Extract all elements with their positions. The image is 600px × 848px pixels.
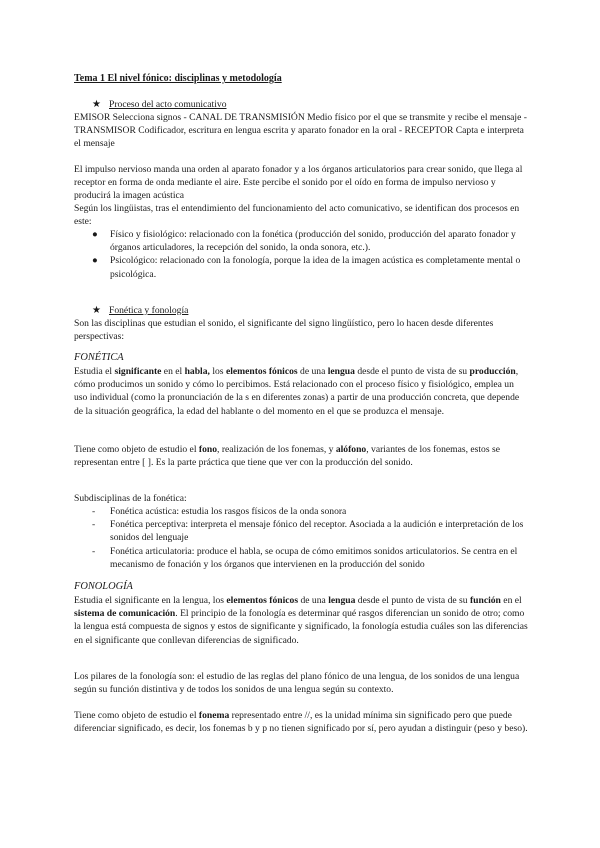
star-bullet-icon: ★: [92, 305, 101, 316]
list-item-text: Psicológico: relacionado con la fonología, porque la idea de la imagen acústica es completamente mental o psicológica.: [110, 255, 521, 280]
list-item-text: Fonética acústica: estudia los rasgos físicos de la onda sonora: [110, 506, 347, 517]
list-item: [74, 505, 530, 518]
document-title: Tema 1 El nivel fónico: disciplinas y metodología: [74, 73, 282, 84]
section-heading-text: Proceso del acto comunicativo: [109, 99, 227, 110]
paragraph-fonetica-objeto: Tiene como objeto de estudio el fono, realización de los fonemas, y alófono, variantes de los fonemas, estos se representan entre [ ]. Es la parte práctica que tiene que ver con la producción del sonido.: [74, 444, 500, 469]
paragraph-impulso: El impulso nervioso manda una orden al aparato fonador y a los órganos articulatorios para crear sonido, que llega al receptor en forma de onda mediante el aire. Este percibe el sonido por el oído en forma de impulso nervioso y producirá la imagen acústica: [74, 164, 523, 202]
list-item-text: Fonética perceptiva: interpreta el mensaje fónico del receptor. Asociada a la audición e interpretación de los sonidos del lenguaje: [110, 519, 524, 544]
paragraph-fonologia-definicion: Estudia el significante en la lengua, los elementos fónicos de una lengua desde el punto de vista de su función en el sistema de comunicación. El principio de la fonología es determinar qué rasgos diferencian un sonido de otro; como la lengua está compuesta de signos y estos de significante y significado, la fonología estudia cuáles son las diferencias en el significante que conllevan diferencias de significado.: [74, 595, 528, 646]
subheading-fonetica: FONÉTICA: [74, 352, 124, 363]
paragraph-fonologia-pilares: Los pilares de la fonología son: el estudio de las reglas del plano fónico de una lengua, de los sonidos de una lengua según su función distintiva y de todos los sonidos de una lengua según su contexto.: [74, 671, 520, 696]
paragraph-subdisciplinas-intro: Subdisciplinas de la fonética:: [74, 493, 187, 504]
paragraph-fonologia-objeto: Tiene como objeto de estudio el fonema representado entre //, es la unidad mínima sin significado pero que puede diferenciar significado, es decir, los fonemas b y p no tienen significado por sí, pero ayudan a distinguir (peso y beso).: [74, 710, 528, 735]
list-item: [74, 228, 530, 254]
bullet-dot-icon: ●: [92, 229, 98, 240]
paragraph-intro-disciplinas: Son las disciplinas que estudian el sonido, el significante del signo lingüístico, pero lo hacen desde diferentes perspectivas:: [74, 318, 494, 343]
list-item: [74, 545, 530, 571]
section-heading-fonetica-fonologia: [92, 304, 188, 317]
list-item: [74, 518, 530, 544]
subheading-fonologia: FONOLOGÍA: [74, 581, 133, 592]
paragraph-fonetica-definicion: Estudia el significante en el habla, los elementos fónicos de una lengua desde el punto de vista de su producción, cómo producimos un sonido y cómo lo percibimos. Está relacionado con el proceso físico y fisiológico, emplea un uso individual (como la pronunciación de la s en diferentes zonas) a partir de una producción concreta, que depende de la situación geográfica, la edad del hablante o del momento en el que se produzca el mensaje.: [74, 366, 520, 417]
list-item: [74, 254, 530, 280]
dash-bullet-icon: -: [92, 519, 96, 531]
star-bullet-icon: ★: [92, 99, 101, 110]
paragraph-linguistas: Según los lingüistas, tras el entendimiento del funcionamiento del acto comunicativo, se identifican dos procesos en este:: [74, 203, 520, 228]
subdisciplinas-list: [74, 505, 530, 571]
dash-bullet-icon: -: [92, 545, 96, 557]
dash-bullet-icon: -: [92, 506, 96, 517]
list-item-text: Físico y fisiológico: relacionado con la fonética (producción del sonido, producción del aparato fonador y órganos articuladores, la recepción del sonido, la onda sonora, etc.).: [110, 229, 516, 254]
bullet-dot-icon: ●: [92, 255, 98, 267]
paragraph-emisor: EMISOR Selecciona signos - CANAL DE TRANSMISIÓN Medio físico por el que se transmite y recibe el mensaje - TRANSMISOR Codificador, escritura en lengua escrita y aparato fonador en la oral - RECEPTOR Capta e interpreta el mensaje: [74, 112, 527, 150]
list-item-text: Fonética articulatoria: produce el habla, se ocupa de cómo emitimos sonidos articulatorios. Se centra en el mecanismo de fonación y los órganos que intervienen en la producción del sonido: [110, 545, 518, 570]
process-list: [74, 228, 530, 281]
section-heading-proceso: [92, 98, 227, 111]
section-heading-text: Fonética y fonología: [109, 305, 189, 316]
